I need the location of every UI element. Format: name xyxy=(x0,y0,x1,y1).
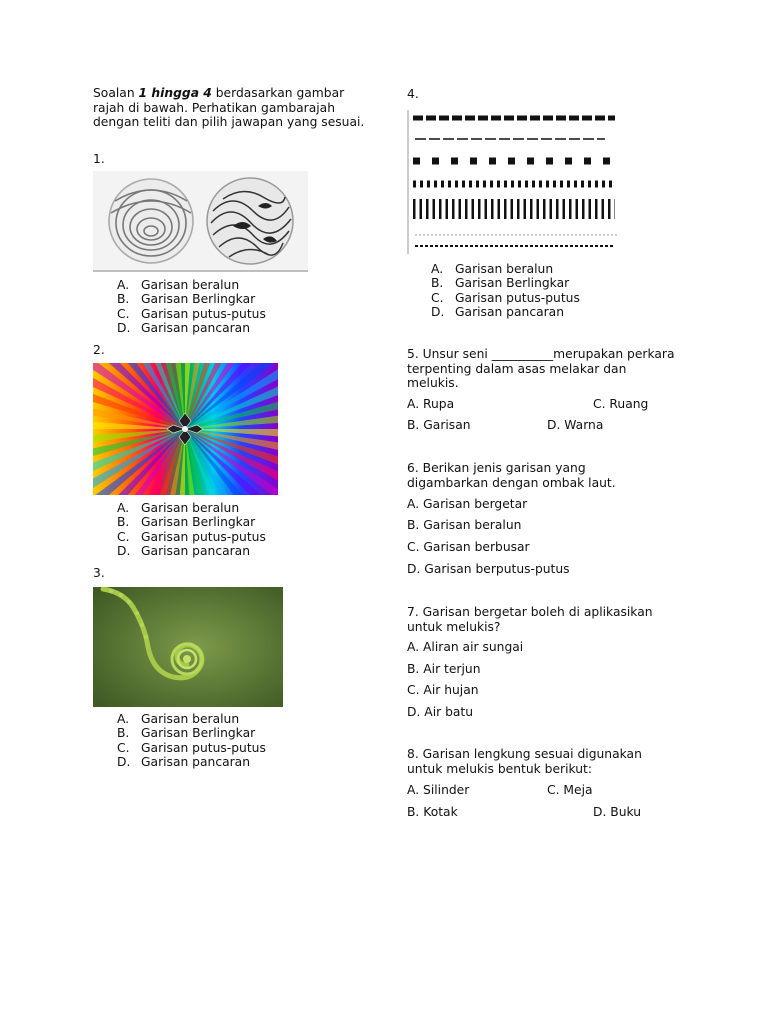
question-number-4: 4. xyxy=(407,87,419,101)
q6-option-c[interactable]: C. Garisan berbusar xyxy=(407,540,530,554)
q5-option-a[interactable]: A. Rupa xyxy=(407,397,455,411)
q7-option-b[interactable]: B. Air terjun xyxy=(407,662,481,676)
question-6-text: 6. Berikan jenis garisan yang digambarkan dengan ombak laut. xyxy=(407,461,616,490)
question-7-text: 7. Garisan bergetar boleh di aplikasikan untuk melukis? xyxy=(407,605,653,634)
q4-option-c[interactable]: C. Garisan putus-putus xyxy=(431,290,580,305)
q8-option-c[interactable]: C. Meja xyxy=(547,783,593,797)
instructions: Soalan 1 hingga 4 berdasarkan gambar rajah di bawah. Perhatikan gambarajah dengan teliti dan pilih jawapan yang sesuai. xyxy=(93,86,365,129)
q6-option-b[interactable]: B. Garisan beralun xyxy=(407,518,522,532)
q2-option-b[interactable]: B. Garisan Berlingkar xyxy=(117,515,256,530)
q1-option-d[interactable]: D. Garisan pancaran xyxy=(117,321,250,336)
q3-option-c[interactable]: C. Garisan putus-putus xyxy=(117,740,266,755)
q7-option-c[interactable]: C. Air hujan xyxy=(407,683,479,697)
q4-option-a[interactable]: A. Garisan beralun xyxy=(431,262,554,276)
q5-option-d[interactable]: D. Warna xyxy=(547,418,604,432)
q4-options xyxy=(431,262,580,320)
q4-option-b[interactable]: B. Garisan Berlingkar xyxy=(431,276,570,291)
fingerprint-image xyxy=(93,171,308,272)
question-number-1: 1. xyxy=(93,152,105,166)
q4-option-d[interactable]: D. Garisan pancaran xyxy=(431,305,564,320)
q3-option-a[interactable]: A. Garisan beralun xyxy=(117,712,240,726)
q1-option-c[interactable]: C. Garisan putus-putus xyxy=(117,306,266,321)
q8-option-d[interactable]: D. Buku xyxy=(593,805,642,819)
question-number-3: 3. xyxy=(93,566,105,580)
q2-option-a[interactable]: A. Garisan beralun xyxy=(117,501,240,515)
q3-option-d[interactable]: D. Garisan pancaran xyxy=(117,755,250,770)
q1-options xyxy=(117,278,266,336)
question-range: 1 hingga 4 xyxy=(138,86,212,100)
q2-option-c[interactable]: C. Garisan putus-putus xyxy=(117,529,266,544)
q5-option-c[interactable]: C. Ruang xyxy=(593,397,649,411)
q7-option-a[interactable]: A. Aliran air sungai xyxy=(407,640,524,654)
q7-option-d[interactable]: D. Air batu xyxy=(407,705,474,719)
question-5-text: 5. Unsur seni __________merupakan perkara terpenting dalam asas melakar dan melukis. xyxy=(407,347,675,390)
q2-option-d[interactable]: D. Garisan pancaran xyxy=(117,544,250,559)
dashed-lines-image xyxy=(407,108,622,256)
q3-options xyxy=(117,712,266,770)
q6-option-d[interactable]: D. Garisan berputus-putus xyxy=(407,562,570,576)
fern-spiral-image xyxy=(93,587,283,707)
radiating-rainbow-image xyxy=(93,363,278,495)
q1-option-a[interactable]: A. Garisan beralun xyxy=(117,278,240,292)
q8-option-a[interactable]: A. Silinder xyxy=(407,783,470,797)
q3-option-b[interactable]: B. Garisan Berlingkar xyxy=(117,726,256,741)
q1-option-b[interactable]: B. Garisan Berlingkar xyxy=(117,292,256,307)
q5-option-b[interactable]: B. Garisan xyxy=(407,418,471,432)
question-number-2: 2. xyxy=(93,343,105,357)
q6-option-a[interactable]: A. Garisan bergetar xyxy=(407,497,528,511)
question-8-text: 8. Garisan lengkung sesuai digunakan untuk melukis bentuk berikut: xyxy=(407,747,642,776)
q8-option-b[interactable]: B. Kotak xyxy=(407,805,458,819)
q2-options xyxy=(117,501,266,559)
